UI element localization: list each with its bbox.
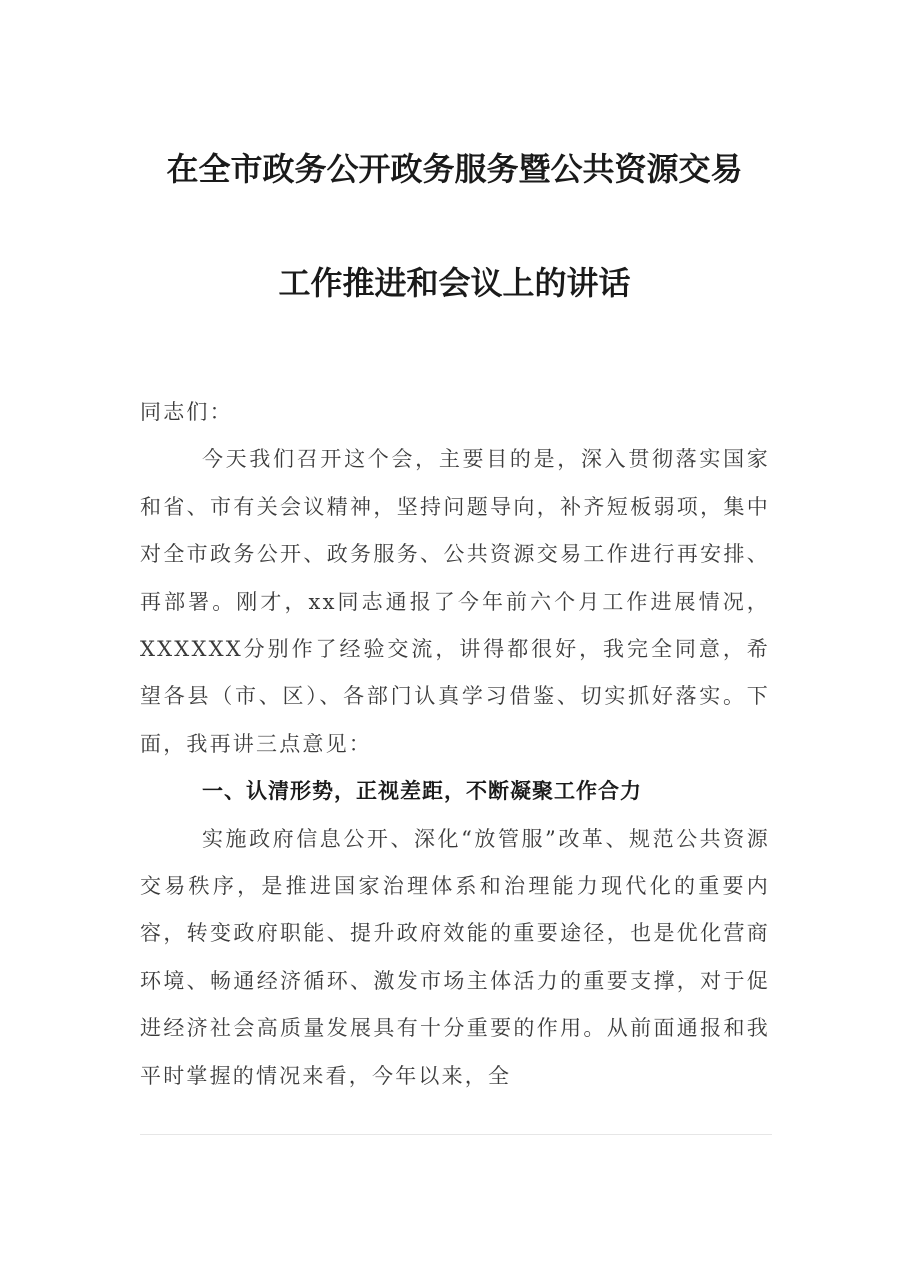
page-divider [140, 1134, 772, 1135]
document-body [140, 389, 770, 1100]
paragraph: 实施政府信息公开、深化“放管服”改革、规范公共资源交易秩序，是推进国家治理体系和治理能力现代化的重要内容，转变政府职能、提升政府效能的重要途径，也是优化营商环境、畅通经济循环、激发市场主体活力的重要支撑，对于促进经济社会高质量发展具有十分重要的作用。从前面通报和我平时掌握的情况来看，今年以来，全 [140, 826, 770, 1088]
paragraph: 今天我们召开这个会，主要目的是，深入贯彻落实国家和省、市有关会议精神，坚持问题导向，补齐短板弱项，集中对全市政务公开、政务服务、公共资源交易工作进行再安排、再部署。刚才，xx同志通报了今年前六个月工作进展情况，XXXXXX分别作了经验交流，讲得都很好，我完全同意，希望各县（市、区）、各部门认真学习借鉴、切实抓好落实。下面，我再讲三点意见： [140, 447, 770, 756]
document-title-line-2: 工作推进和会议上的讲话 [278, 264, 631, 302]
section-heading: 一、认清形势，正视差距，不断凝聚工作合力 [202, 779, 642, 804]
document-title-line-1: 在全市政务公开政务服务暨公共资源交易 [166, 150, 743, 188]
salutation: 同志们： [140, 400, 233, 424]
